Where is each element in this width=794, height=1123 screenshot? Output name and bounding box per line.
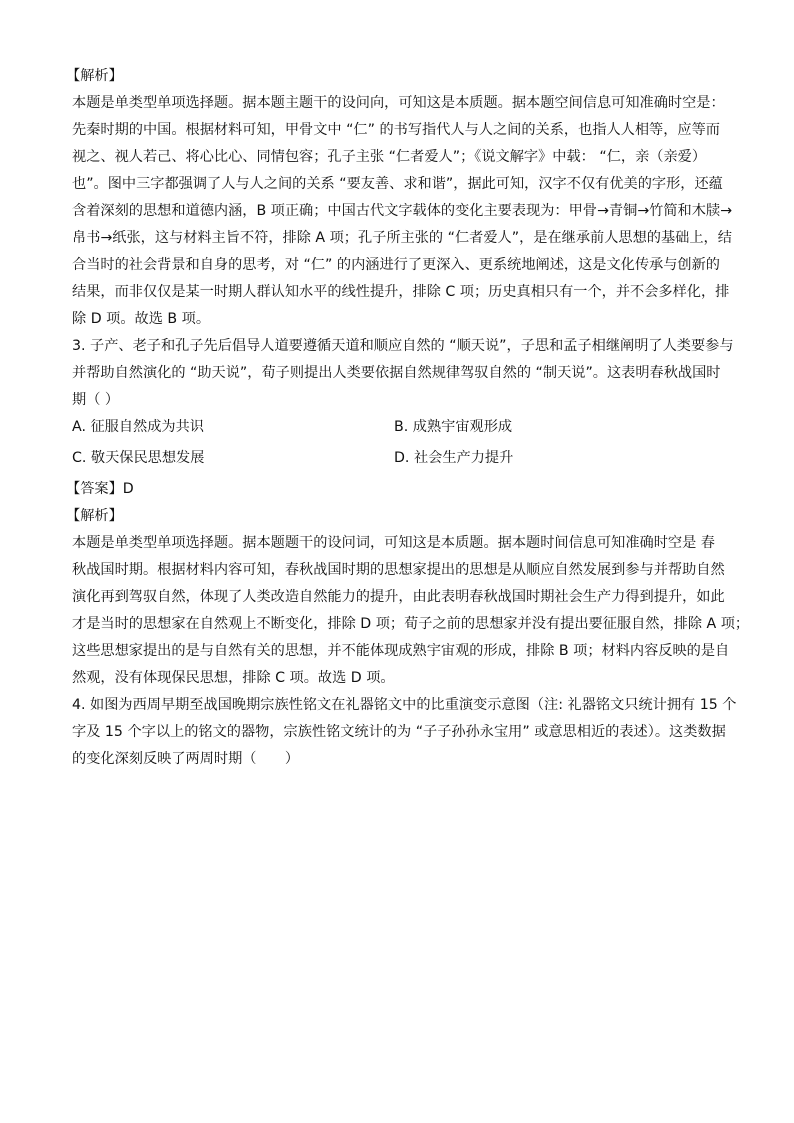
analysis-tag: 【解析】 [66,68,123,84]
question-4-stem [72,692,737,773]
analysis-line: 结果，而非仅仅是某一时期人群认知水平的线性提升，排除 C 项；历史真相只有一个，并不会多样化，排 [72,284,730,300]
option-a: A. 征服自然成为共识 [72,419,204,435]
question-3-options [72,414,722,476]
option-b: B. 成熟宇宙观形成 [394,419,513,435]
analysis-line: 除 D 项。故选 B 项。 [72,311,211,327]
option-c: C. 敬天保民思想发展 [72,450,205,466]
analysis-line: 本题是单类型单项选择题。据本题主题干的设问向，可知这是本质题。据本题空间信息可知准确时空是： [72,95,725,111]
question-line: 3. 子产、老子和孔子先后倡导人道要遵循天道和顺应自然的 “顺天说”，子思和孟子相继阐明了人类要参与 [72,338,734,354]
analysis-line: 演化再到驾驭自然，体现了人类改造自然能力的提升，由此表明春秋战国时期社会生产力得到提升，如此 [72,589,725,605]
analysis-line: 秋战国时期。根据材料内容可知，春秋战国时期的思想家提出的思想是从顺应自然发展到参与并帮助自然 [72,562,725,578]
analysis-line: 也”。图中三字都强调了人与人之间的关系 “要友善、求和谐”，据此可知，汉字不仅有优美的字形，还蕴 [72,176,723,192]
analysis-line: 先秦时期的中国。根据材料可知，甲骨文中 “仁” 的书写指代人与人之间的关系，也指人人相等，应等而 [72,122,720,138]
analysis-line: 视之、视人若己、将心比心、同情包容；孔子主张 “仁者爱人”；《说文解字》中载： “仁，亲（亲爱） [72,149,707,165]
analysis-line: 含着深刻的思想和道德内涵，B 项正确；中国古代文字载体的变化主要表现为：甲骨→青铜→竹简和木牍→ [72,203,732,219]
question-3-stem [72,333,734,414]
question-3-answer-analysis [66,476,750,692]
analysis-line: 才是当时的思想家在自然观上不断变化，排除 D 项；荀子之前的思想家并没有提出要征服自然，排除 A 项； [72,616,750,632]
analysis-line: 本题是单类型单项选择题。据本题题干的设问词，可知这是本质题。据本题时间信息可知准确时空是 春 [72,535,715,551]
question-line: 4. 如图为西周早期至战国晚期宗族性铭文在礼器铭文中的比重演变示意图（注: 礼器铭文只统计拥有 15 个 [72,697,737,713]
answer-tag: 【答案】D [66,481,134,497]
analysis-line: 帛书→纸张，这与材料主旨不符，排除 A 项；孔子所主张的 “仁者爱人”，是在继承前人思想的基础上，结 [72,230,732,246]
option-d: D. 社会生产力提升 [394,450,514,466]
question-line: 字及 15 个字以上的铭文的器物，宗族性铭文统计的为 “子子孙孙永宝用” 或意思相近的表述）。这类数据 [72,724,726,740]
question-line: 期（ ） [72,392,120,408]
analysis-line: 然观，没有体现保民思想，排除 C 项。故选 D 项。 [72,670,395,686]
analysis-section-q2 [66,63,732,333]
analysis-line: 这些思想家提出的是与自然有关的思想，并不能体现成熟宇宙观的形成，排除 B 项；材料内容反映的是自 [72,643,730,659]
analysis-line: 合当时的社会背景和自身的思考，对 “仁” 的内涵进行了更深入、更系统地阐述，这是文化传承与创新的 [72,257,720,273]
document-page [66,63,750,773]
analysis-tag: 【解析】 [66,508,123,524]
question-line: 的变化深刻反映了两周时期（ ） [72,751,300,767]
question-line: 并帮助自然演化的 “助天说”，荀子则提出人类要依据自然规律驾驭自然的 “制天说”。这表明春秋战国时 [72,365,721,381]
